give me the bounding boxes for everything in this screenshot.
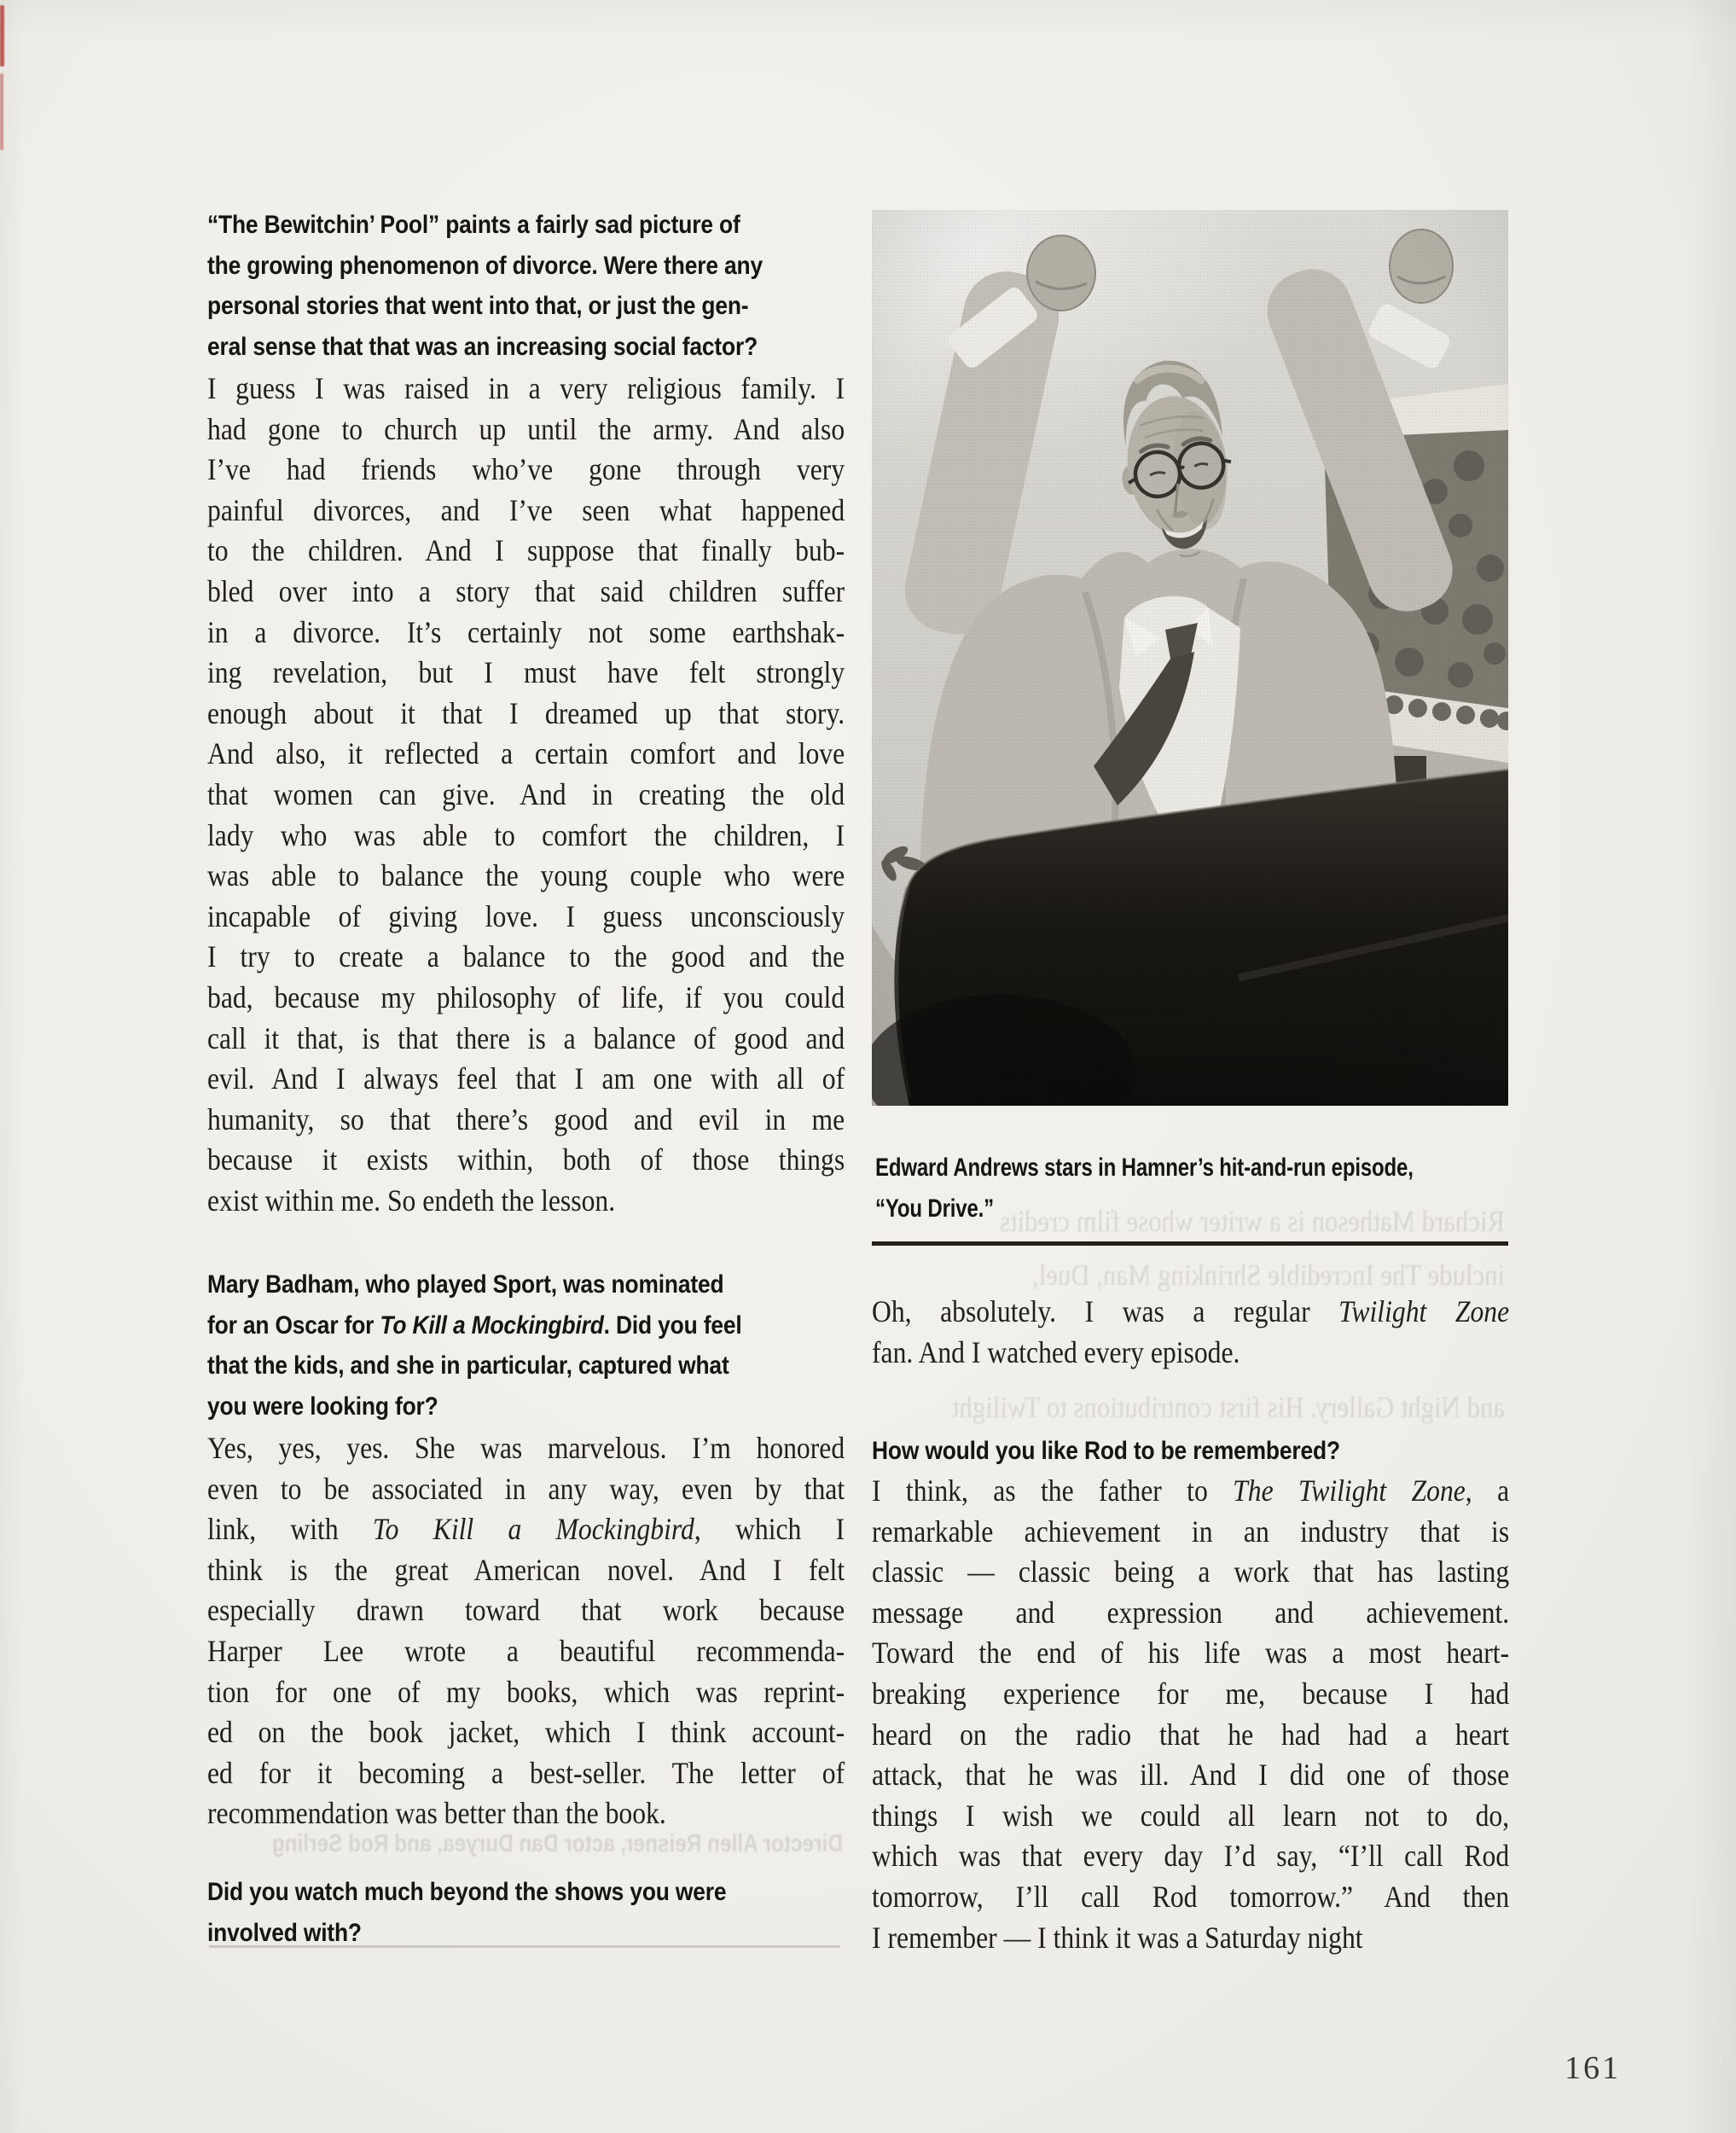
text-line: ing revelation, but I must have felt strongly — [207, 655, 845, 690]
text-line: tion for one of my books, which was reprint- — [207, 1674, 845, 1709]
italic-title-text: To Kill a Mockingbird — [372, 1512, 694, 1547]
text-line: tomorrow, I’ll call Rod tomorrow.” And then — [872, 1879, 1510, 1914]
text-line: eral sense that that was an increasing social factor? — [207, 332, 758, 361]
text-line: even to be associated in any way, even by that — [207, 1471, 845, 1506]
page-edge-red-mark — [0, 73, 3, 150]
text-line: to the children. And I suppose that finally bub- — [207, 533, 845, 568]
text-line: that women can give. And in creating the old — [207, 776, 845, 811]
interview-answer-rod-legacy — [872, 1471, 1509, 1958]
showthrough-ghost-text: Director Allen Reisner, actor Dan Duryea, and Rod Serling — [271, 1830, 843, 1857]
text-segment: , which I — [694, 1512, 845, 1547]
text-line: And also, it reflected a certain comfort and love — [207, 736, 845, 771]
text-line: which was that every day I’d say, “I’ll call Rod — [872, 1839, 1510, 1874]
text-line: ed for it becoming a best-seller. The letter of — [207, 1755, 845, 1790]
text-line — [872, 1471, 1509, 1512]
showthrough-ghost-text: and Night Gallery. His first contributions to Twilight — [951, 1391, 1505, 1424]
text-line: had gone to church up until the army. And also — [207, 411, 845, 446]
photo-caption — [875, 1148, 1414, 1229]
showthrough-ghost-text: Richard Matheson is a writer whose film credits — [999, 1205, 1505, 1238]
text-line: heard on the radio that he had had a heart — [872, 1717, 1510, 1752]
text-segment: I think, as the father to — [872, 1473, 1234, 1508]
text-line: classic — classic being a work that has lasting — [872, 1555, 1510, 1590]
text-line: I remember — I think it was a Saturday night — [872, 1920, 1363, 1955]
interview-question-bewitchin-pool — [207, 205, 763, 367]
text-line: “The Bewitchin’ Pool” paints a fairly sad picture of — [207, 211, 740, 239]
text-line: bad, because my philosophy of life, if you could — [207, 979, 845, 1014]
italic-title-text: The Twilight Zone — [1233, 1473, 1466, 1508]
text-line: “You Drive.” — [875, 1194, 994, 1223]
text-line: exist within me. So endeth the lesson. — [207, 1183, 616, 1218]
page-edge-red-mark — [0, 5, 4, 67]
text-line: things I wish we could all learn not to do, — [872, 1798, 1510, 1833]
text-line: involved with? — [207, 1918, 362, 1947]
text-line: I try to create a balance to the good and the — [207, 939, 845, 974]
photo-vignette — [872, 210, 1508, 1106]
section-divider-rule — [872, 1241, 1508, 1246]
text-segment: Oh, absolutely. I was a regular — [872, 1294, 1339, 1328]
text-line: Harper Lee wrote a beautiful recommenda- — [207, 1633, 845, 1668]
text-line: breaking experience for me, because I had — [872, 1676, 1510, 1711]
italic-title-text: Twilight Zone — [1338, 1294, 1510, 1328]
text-line: that the kids, and she in particular, captured what — [207, 1351, 729, 1380]
interview-answer-divorce — [207, 369, 845, 1221]
text-line: Did you watch much beyond the shows you were — [207, 1878, 727, 1906]
text-line: Mary Badham, who played Sport, was nominated — [207, 1270, 724, 1299]
text-line: think is the great American novel. And I felt — [207, 1552, 845, 1587]
text-segment: for an Oscar for — [207, 1311, 380, 1340]
italic-title-text: To Kill a Mockingbird — [380, 1311, 604, 1340]
photo-edward-andrews — [872, 210, 1508, 1106]
text-line — [207, 1305, 742, 1346]
text-line: I guess I was raised in a very religious family. I — [207, 371, 845, 405]
text-line: Toward the end of his life was a most heart- — [872, 1636, 1510, 1671]
text-line: evil. And I always feel that I am one with all of — [207, 1061, 845, 1096]
text-line: recommendation was better than the book. — [207, 1796, 666, 1831]
text-segment: . Did you feel — [603, 1311, 742, 1340]
text-line: incapable of giving love. I guess unconsciously — [207, 898, 845, 933]
text-line: because it exists within, both of those things — [207, 1142, 845, 1177]
text-line: in a divorce. It’s certainly not some earthshak- — [207, 614, 845, 649]
text-line: painful divorces, and I’ve seen what happened — [207, 492, 845, 527]
text-line: attack, that he was ill. And I did one of those — [872, 1758, 1510, 1793]
text-line: I’ve had friends who’ve gone through very — [207, 452, 845, 487]
text-line: personal stories that went into that, or just the gen- — [207, 292, 749, 321]
text-line: message and expression and achievement. — [872, 1595, 1510, 1630]
text-line: was able to balance the young couple who were — [207, 858, 845, 893]
text-line: call it that, is that there is a balance of good and — [207, 1020, 845, 1055]
interview-answer-twilight-zone-fan — [872, 1292, 1509, 1373]
text-line: ed on the book jacket, which I think account- — [207, 1715, 845, 1750]
text-segment: link, with — [207, 1512, 373, 1547]
text-line: remarkable achievement in an industry that is — [872, 1514, 1510, 1549]
text-line: lady who was able to comfort the children, I — [207, 817, 845, 852]
showthrough-ghost-text: include The Incredible Shrinking Man, Duel, — [1032, 1258, 1505, 1292]
text-line — [207, 1509, 845, 1550]
text-line — [872, 1292, 1509, 1333]
text-line: especially drawn toward that work because — [207, 1593, 845, 1628]
interview-question-other-shows — [207, 1872, 726, 1953]
text-line: Yes, yes, yes. She was marvelous. I’m honored — [207, 1431, 845, 1465]
text-line: Edward Andrews stars in Hamner’s hit-and-run episode, — [875, 1154, 1414, 1182]
text-line: How would you like Rod to be remembered? — [872, 1437, 1340, 1465]
text-line: humanity, so that there’s good and evil in me — [207, 1101, 845, 1136]
text-segment: , a — [1465, 1473, 1510, 1508]
text-line: you were looking for? — [207, 1392, 438, 1421]
text-line: the growing phenomenon of divorce. Were there any — [207, 251, 763, 280]
page-number: 161 — [1565, 2050, 1621, 2086]
text-line: fan. And I watched every episode. — [872, 1334, 1240, 1369]
interview-question-rod-remembered — [872, 1431, 1340, 1472]
interview-question-mary-badham — [207, 1264, 742, 1427]
text-line: bled over into a story that said children suffer — [207, 573, 845, 608]
text-line: enough about it that I dreamed up that story. — [207, 695, 845, 730]
interview-answer-mockingbird — [207, 1428, 845, 1834]
